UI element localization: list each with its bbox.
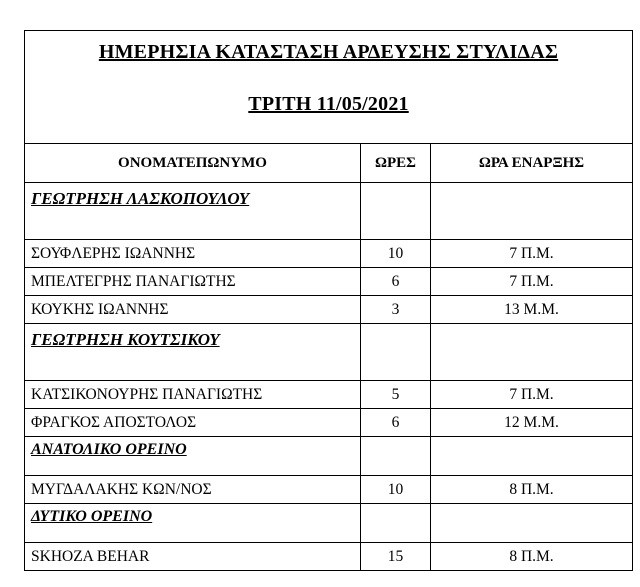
table-row [25,268,633,296]
worker-start-time: 7 Π.Μ. [431,240,633,268]
group-name: ΔΥΤΙΚΟ ΟΡΕΙΝΟ [25,504,361,543]
group-row [25,504,633,543]
worker-name: SKHOZA BEHAR [25,543,361,571]
header-row [25,144,633,183]
group-start-cell [431,324,633,381]
worker-name: ΦΡΑΓΚΟΣ ΑΠΟΣΤΟΛΟΣ [25,409,361,437]
group-row [25,183,633,240]
group-name: ΓΕΩΤΡΗΣΗ ΚΟΥΤΣΙΚΟΥ [25,324,361,381]
worker-start-time: 13 Μ.Μ. [431,296,633,324]
table-row [25,381,633,409]
table-row [25,409,633,437]
group-name: ΓΕΩΤΡΗΣΗ ΛΑΣΚΟΠΟΥΛΟΥ [25,183,361,240]
irrigation-document [24,30,632,567]
worker-start-time: 8 Π.Μ. [431,476,633,504]
worker-name: ΣΟΥΦΛΕΡΗΣ ΙΩΑΝΝΗΣ [25,240,361,268]
group-start-cell [431,504,633,543]
table-row [25,543,633,571]
worker-name: ΜΥΓΔΑΛΑΚΗΣ ΚΩΝ/ΝΟΣ [25,476,361,504]
worker-hours: 15 [361,543,431,571]
column-header-start: ΩΡΑ ΕΝΑΡΞΗΣ [431,144,633,183]
worker-start-time: 8 Π.Μ. [431,543,633,571]
table-row [25,476,633,504]
group-hours-cell [361,504,431,543]
worker-hours: 5 [361,381,431,409]
worker-hours: 3 [361,296,431,324]
column-header-name: ΟΝΟΜΑΤΕΠΩΝΥΜΟ [25,144,361,183]
title-cell [25,31,633,144]
worker-name: ΜΠΕΛΤΕΓΡΗΣ ΠΑΝΑΓΙΩΤΗΣ [25,268,361,296]
worker-start-time: 7 Π.Μ. [431,268,633,296]
table-row [25,296,633,324]
worker-start-time: 12 Μ.Μ. [431,409,633,437]
group-start-cell [431,437,633,476]
worker-hours: 6 [361,268,431,296]
group-name: ΑΝΑΤΟΛΙΚΟ ΟΡΕΙΝΟ [25,437,361,476]
group-row [25,437,633,476]
worker-hours: 6 [361,409,431,437]
document-title: ΗΜΕΡΗΣΙΑ ΚΑΤΑΣΤΑΣΗ ΑΡΔΕΥΣΗΣ ΣΤΥΛΙΔΑΣ [98,41,559,63]
worker-name: ΚΟΥΚΗΣ ΙΩΑΝΝΗΣ [25,296,361,324]
column-header-hours: ΩΡΕΣ [361,144,431,183]
group-hours-cell [361,324,431,381]
group-hours-cell [361,437,431,476]
group-row [25,324,633,381]
group-start-cell [431,183,633,240]
irrigation-table [24,30,633,571]
document-date: ΤΡΙΤΗ 11/05/2021 [248,93,409,115]
worker-start-time: 7 Π.Μ. [431,381,633,409]
title-row [25,31,633,144]
worker-hours: 10 [361,240,431,268]
worker-name: ΚΑΤΣΙΚΟΝΟΥΡΗΣ ΠΑΝΑΓΙΩΤΗΣ [25,381,361,409]
worker-hours: 10 [361,476,431,504]
group-hours-cell [361,183,431,240]
table-row [25,240,633,268]
